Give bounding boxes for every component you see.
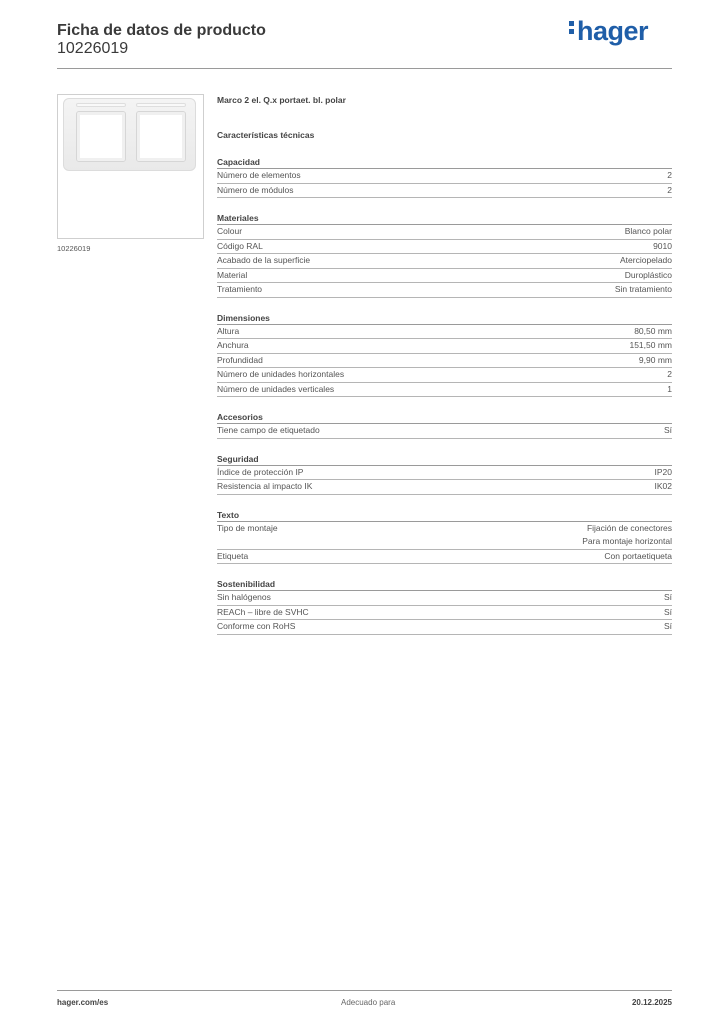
spec-label: Resistencia al impacto IK [217,481,313,491]
page-title: Ficha de datos de producto [57,22,266,39]
spec-value-line: Sí [663,621,672,631]
section-heading: Materiales [217,212,672,225]
spec-value-line: Sí [663,606,672,617]
spec-sections [217,156,672,635]
spec-value [664,424,672,438]
spec-section [217,212,672,298]
spec-section [217,156,672,198]
section-heading: Dimensiones [217,312,672,325]
spec-value-line: 151,50 mm [629,340,672,350]
spec-section [217,509,672,565]
spec-value-line: Fijación de conectores [586,522,672,533]
spec-row [217,480,672,495]
spec-value-line: 2 [667,184,672,195]
spec-label: REACh – libre de SVHC [217,606,309,617]
section-heading: Accesorios [217,411,672,424]
spec-row [217,606,672,621]
spec-label: Sin halógenos [217,592,271,602]
spec-label: Número de módulos [217,184,294,195]
spec-value [667,383,672,397]
spec-value [625,269,672,283]
spec-value-line: Blanco polar [624,226,672,236]
spec-row [217,522,672,550]
spec-label: Código RAL [217,240,263,251]
spec-value-line: Con portaetiqueta [604,550,672,561]
spec-value-line: Sin tratamiento [614,284,672,294]
spec-label: Etiqueta [217,550,249,561]
section-heading: Texto [217,509,672,522]
spec-label: Material [217,269,248,280]
section-heading: Sostenibilidad [217,578,672,591]
spec-row [217,339,672,354]
spec-label: Número de unidades verticales [217,383,335,394]
image-caption: 10226019 [57,244,91,253]
spec-label: Número de elementos [217,170,301,180]
spec-value [667,169,672,183]
spec-value-line: 9010 [653,240,672,251]
spec-label: Tiene campo de etiquetado [217,425,320,435]
spec-value [653,240,672,254]
spec-label: Altura [217,325,240,336]
spec-row [217,620,672,635]
spec-label: Tipo de montaje [217,522,278,533]
spec-value [639,354,672,368]
tech-characteristics-title: Características técnicas [217,130,315,140]
spec-value [582,522,672,549]
brand-name: hager [577,16,649,46]
spec-value-line: Sí [663,425,672,435]
spec-row [217,591,672,606]
footer-date: 20.12.2025 [631,998,672,1007]
logo-dots-icon [569,18,574,37]
spec-label: Profundidad [217,354,263,365]
spec-value [604,550,672,564]
spec-row [217,283,672,298]
spec-value [629,339,672,353]
spec-value [664,606,672,620]
double-frame-product-image [63,98,196,171]
hager-logo [569,16,648,47]
spec-row [217,383,672,398]
spec-label: Conforme con RoHS [217,621,296,631]
spec-value [655,466,673,480]
spec-section [217,312,672,398]
spec-value-line: Para montaje horizontal [582,536,672,546]
product-image-box [57,94,204,239]
spec-value-line: 1 [667,383,672,394]
spec-row [217,368,672,383]
spec-row [217,466,672,481]
spec-value [615,283,672,297]
section-heading: Capacidad [217,156,672,169]
spec-row [217,254,672,269]
footer-divider [57,990,672,991]
section-heading: Seguridad [217,453,672,466]
specifications [217,95,672,635]
spec-label: Anchura [217,340,249,350]
spec-value-line: 2 [667,369,672,379]
spec-label: Índice de protección IP [217,466,304,477]
spec-value [667,184,672,198]
spec-value-line: 80,50 mm [634,325,672,336]
spec-row [217,240,672,255]
product-code: 10226019 [57,40,129,57]
spec-row [217,550,672,565]
label-holder-right [136,103,186,107]
spec-value [625,225,672,239]
spec-row [217,184,672,199]
spec-value [664,591,672,605]
header-divider [57,68,672,69]
product-title: Marco 2 el. Q.x portaet. bl. polar [217,95,346,105]
spec-row [217,169,672,184]
spec-row [217,225,672,240]
spec-section [217,411,672,439]
spec-value-line: 2 [667,170,672,180]
footer-website: hager.com/es [57,998,109,1007]
spec-value-line: Duroplástico [624,269,672,280]
footer-note: Adecuado para [341,998,396,1007]
spec-value-line: Aterciopelado [620,255,672,265]
spec-row [217,269,672,284]
frame-opening-right [136,111,186,162]
spec-value [620,254,672,268]
spec-section [217,453,672,495]
frame-opening-left [76,111,126,162]
spec-value-line: Sí [663,592,672,602]
spec-row [217,424,672,439]
spec-value [667,368,672,382]
spec-value [664,620,672,634]
spec-value-line: 9,90 mm [638,354,672,365]
spec-label: Acabado de la superficie [217,255,311,265]
spec-row [217,325,672,340]
spec-section [217,578,672,635]
spec-value [634,325,672,339]
spec-value-line: IK02 [654,481,672,491]
label-holder-left [76,103,126,107]
spec-label: Colour [217,226,243,236]
spec-label: Número de unidades horizontales [217,369,345,379]
spec-row [217,354,672,369]
spec-value [655,480,673,494]
spec-label: Tratamiento [217,284,263,294]
spec-value-line: IP20 [654,466,672,477]
